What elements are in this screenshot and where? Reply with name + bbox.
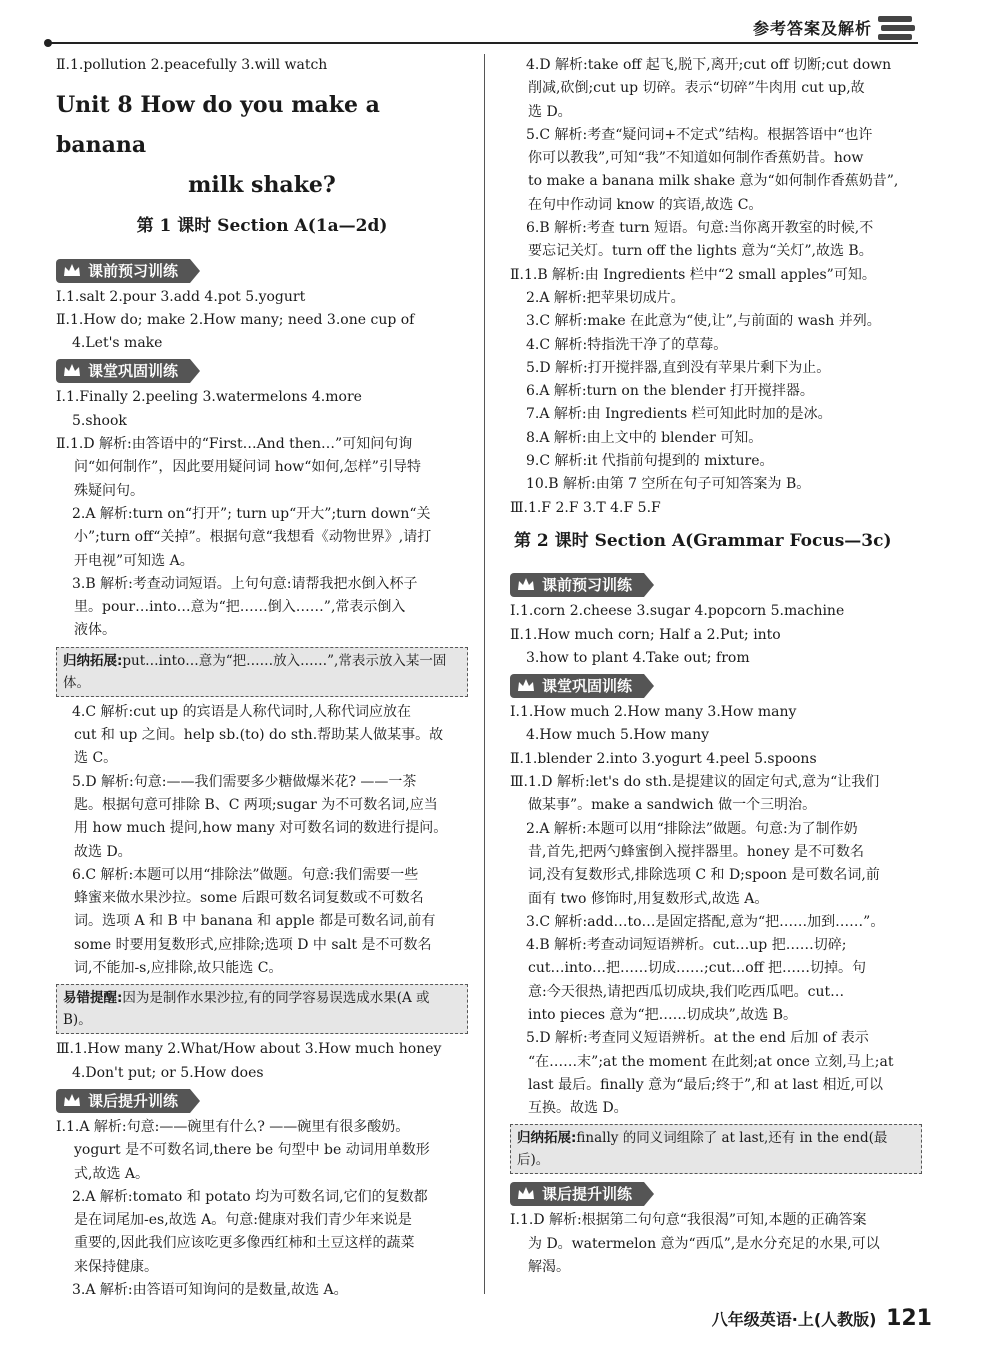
note-box: [56, 984, 468, 1034]
answer-line: 5.C 解析:考查“疑问词+不定式”结构。根据答语中“也许: [526, 126, 873, 143]
answer-line: 殊疑问句。: [74, 482, 144, 499]
answer-line: 2.A 解析:把苹果切成片。: [526, 289, 685, 306]
book-title: 八年级英语·上(人教版): [711, 1310, 877, 1329]
answer-line: 开电视”可知选 A。: [74, 552, 194, 569]
answer-line: 里。pour…into…意为“把……倒入……”,常表示倒入: [74, 599, 406, 616]
answer-line: to make a banana milk shake 意为“如何制作香蕉奶昔”,: [528, 173, 899, 190]
answer-line: 2.A 解析:tomato 和 potato 均为可数名词,它们的复数都: [72, 1188, 428, 1205]
answer-line: 3.A 解析:由答语可知询问的是数量,故选 A。: [72, 1281, 348, 1298]
section-header: [510, 1182, 644, 1206]
answer-line: 4.Don't put; or 5.How does: [72, 1064, 264, 1081]
section-header: [510, 573, 644, 597]
note-label: 归纳拓展:: [63, 652, 123, 669]
answer-line: 匙。根据句意可排除 B、C 两项;sugar 为不可数名词,应当: [74, 796, 438, 813]
answer-line: Ⅰ.1.D 解析:根据第二句句意“我很渴”可知,本题的正确答案: [510, 1212, 867, 1229]
crown-icon: [516, 677, 536, 695]
note-text: finally 的同义词组除了 at last,还有 in the end(最后)。: [517, 1130, 888, 1169]
section-header: [56, 1089, 190, 1113]
answer-line: 5.D 解析:句意:——我们需要多少糖做爆米花? ——一茶: [72, 773, 417, 790]
answer-line: Ⅱ.1.blender 2.into 3.yogurt 4.peel 5.spoons: [510, 750, 817, 767]
answer-line: 8.A 解析:由上文中的 blender 可知。: [526, 429, 763, 446]
page-footer: [712, 1306, 932, 1331]
answer-line: 在句中作动词 know 的宾语,故选 C。: [528, 196, 763, 213]
answer-line: 4.B 解析:考查动词短语辨析。cut…up 把……切碎;: [526, 937, 847, 954]
answer-line: Ⅱ.1.B 解析:由 Ingredients 栏中“2 small apples”可知。: [510, 266, 876, 283]
unit-title: [56, 85, 468, 205]
answer-line: cut 和 up 之间。help sb.(to) do sth.帮助某人做某事。故: [74, 727, 444, 744]
note-label: 易错提醒:: [63, 990, 123, 1007]
answer-line: 为 D。watermelon 意为“西瓜”,是水分充足的水果,可以: [528, 1235, 880, 1252]
answer-line: 3.C 解析:make 在此意为“使,让”,与前面的 wash 并列。: [526, 313, 881, 330]
answer-line: 做某事”。make a sandwich 做一个三明治。: [528, 797, 817, 814]
column-divider: [484, 54, 485, 1294]
answer-line: 意:今天很热,请把西瓜切成块,我们吃西瓜吧。cut…: [528, 983, 845, 1000]
answer-line: 6.B 解析:考查 turn 短语。句意:当你离开教室的时候,不: [526, 220, 874, 237]
answer-line: 词,不能加-s,应排除,故只能选 C。: [74, 960, 283, 977]
answer-line: Ⅱ.1.D 解析:由答语中的“First…And then…”可知问句询: [56, 436, 413, 453]
answer-line: 4.C 解析:特指洗干净了的草莓。: [526, 336, 728, 353]
answer-line: 3.how to plant 4.Take out; from: [526, 649, 750, 666]
answer-line: 重要的,因此我们应该吃更多像西红柿和土豆这样的蔬菜: [74, 1235, 415, 1252]
crown-icon: [516, 1185, 536, 1203]
answer-line: 4.Let's make: [72, 335, 163, 352]
crown-icon: [62, 1092, 82, 1110]
answer-line: Ⅲ.1.F 2.F 3.T 4.F 5.F: [510, 499, 661, 516]
page-number: 121: [886, 1306, 932, 1331]
answer-line: 故选 D。: [74, 843, 132, 860]
crown-icon: [62, 262, 82, 280]
answer-line: 选 C。: [74, 750, 118, 767]
answer-line: 2.A 解析:本题可以用“排除法”做题。句意:为了制作奶: [526, 820, 858, 837]
answer-line: 液体。: [74, 622, 116, 639]
header-rule: [48, 42, 918, 44]
answer-line: 7.A 解析:由 Ingredients 栏可知此时加的是冰。: [526, 406, 832, 423]
answer-line: 5.D 解析:考查同义短语辨析。at the end 后加 of 表示: [526, 1030, 869, 1047]
section-label: 课后提升训练: [542, 1185, 633, 1204]
answer-line: 你可以教我”,可知“我”不知道如何制作香蕉奶昔。how: [528, 150, 864, 167]
answer-line: Ⅱ.1.pollution 2.peacefully 3.will watch: [56, 57, 328, 73]
answer-line: 式,故选 A。: [74, 1165, 150, 1182]
answer-line: Ⅱ.1.How do; make 2.How many; need 3.one cup of: [56, 311, 415, 328]
note-label: 归纳拓展:: [517, 1130, 577, 1147]
answer-line: Ⅰ.1.corn 2.cheese 3.sugar 4.popcorn 5.machine: [510, 603, 845, 620]
answer-line: 6.C 解析:本题可以用“排除法”做题。句意:我们需要一些: [72, 866, 419, 883]
lesson-title: 第 1 课时 Section A(1a—2d): [136, 216, 388, 237]
section-header: [56, 359, 190, 383]
answer-line: Ⅱ.1.How much corn; Half a 2.Put; into: [510, 626, 781, 643]
crown-icon: [62, 362, 82, 380]
section-label: 课后提升训练: [88, 1091, 179, 1110]
note-text: put…into…意为“把……放入……”,常表示放入某一固体。: [63, 652, 447, 691]
crown-icon: [516, 576, 536, 594]
answer-line: 选 D。: [528, 103, 572, 120]
answer-line: 词。选项 A 和 B 中 banana 和 apple 都是可数名词,前有: [74, 913, 436, 930]
section-label: 课前预习训练: [542, 576, 633, 595]
answer-line: cut…into…把……切成……;cut…off 把……切掉。句: [528, 960, 867, 977]
answer-line: into pieces 意为“把……切成块”,故选 B。: [528, 1006, 797, 1023]
answer-line: last 最后。finally 意为“最后;终于”,和 at last 相近,可以: [528, 1076, 883, 1093]
answer-line: 问“如何制作”，因此要用疑问词 how“如何,怎样”引导特: [74, 459, 421, 476]
unit-title-line2: milk shake?: [188, 172, 336, 199]
answer-line: 5.shook: [72, 412, 127, 429]
answer-line: 用 how much 提问,how many 对可数名词的数进行提问。: [74, 820, 448, 837]
answer-line: 9.C 解析:it 代指前句提到的 mixture。: [526, 453, 774, 470]
page-header: [0, 0, 1000, 48]
answer-line: 互换。故选 D。: [528, 1100, 628, 1117]
answer-line: 削减,砍倒;cut up 切碎。表示“切碎”牛肉用 cut up,故: [528, 80, 865, 97]
section-label: 课前预习训练: [88, 261, 179, 280]
answer-line: 4.D 解析:take off 起飞,脱下,离开;cut off 切断;cut down: [526, 57, 892, 73]
left-column: [56, 54, 468, 1302]
section-header: [56, 259, 190, 283]
right-column: [510, 54, 922, 1279]
answer-line: 蜂蜜来做水果沙拉。some 后跟可数名词复数或不可数名: [74, 890, 424, 907]
answer-line: 小”;turn off“关掉”。根据句意“我想看《动物世界》,请打: [74, 529, 432, 546]
answer-line: 要忘记关灯。turn off the lights 意为“关灯”,故选 B。: [528, 243, 873, 260]
answer-line: 词,没有复数形式,排除选项 C 和 D;spoon 是可数名词,前: [528, 867, 880, 884]
answer-line: some 时要用复数形式,应排除;选项 D 中 salt 是不可数名: [74, 936, 432, 953]
note-box: [56, 647, 468, 697]
unit-title-line1: Unit 8 How do you make a banana: [56, 92, 380, 159]
answer-line: 解渴。: [528, 1259, 570, 1276]
answer-line: yogurt 是不可数名词,there be 句型中 be 动词用单数形: [74, 1142, 430, 1159]
lesson-title: 第 2 课时 Section A(Grammar Focus—3c): [514, 530, 892, 551]
answer-line: 4.How much 5.How many: [526, 727, 710, 744]
answer-line: Ⅰ.1.A 解析:句意:——碗里有什么? ——碗里有很多酸奶。: [56, 1118, 410, 1135]
books-icon: [878, 12, 916, 44]
section-label: 课堂巩固训练: [542, 677, 633, 696]
answer-line: Ⅲ.1.How many 2.What/How about 3.How much honey: [56, 1041, 442, 1058]
answer-line: 昔,首先,把两勺蜂蜜倒入搅拌器里。honey 是不可数名: [528, 843, 865, 860]
answer-line: 10.B 解析:由第 7 空所在句子可知答案为 B。: [526, 476, 811, 493]
answer-line: Ⅰ.1.Finally 2.peeling 3.watermelons 4.more: [56, 389, 362, 406]
note-text: 因为是制作水果沙拉,有的同学容易误选成水果(A 或 B)。: [63, 990, 430, 1029]
section-header: [510, 674, 644, 698]
section-label: 课堂巩固训练: [88, 362, 179, 381]
header-title: 参考答案及解析: [752, 19, 872, 38]
answer-line: 3.C 解析:add…to…是固定搭配,意为“把……加到……”。: [526, 913, 885, 930]
answer-line: Ⅲ.1.D 解析:let's do sth.是提建议的固定句式,意为“让我们: [510, 774, 880, 791]
answer-line: 是在词尾加-es,故选 A。句意:健康对我们青少年来说是: [74, 1212, 412, 1229]
note-box: [510, 1124, 922, 1174]
answer-line: 5.D 解析:打开搅拌器,直到没有苹果片剩下为止。: [526, 359, 831, 376]
answer-line: 3.B 解析:考查动词短语。上句句意:请帮我把水倒入杯子: [72, 575, 418, 592]
answer-line: “在……末”;at the moment 在此刻;at once 立刻,马上;at: [528, 1053, 894, 1070]
answer-line: 2.A 解析:turn on“打开”; turn up“开大”;turn down“关: [72, 505, 431, 522]
answer-line: Ⅰ.1.How much 2.How many 3.How many: [510, 704, 797, 721]
answer-line: 4.C 解析:cut up 的宾语是人称代词时,人称代词应放在: [72, 703, 412, 720]
answer-line: 来保持健康。: [74, 1258, 158, 1275]
answer-line: 6.A 解析:turn on the blender 打开搅拌器。: [526, 383, 814, 400]
answer-line: Ⅰ.1.salt 2.pour 3.add 4.pot 5.yogurt: [56, 288, 306, 305]
answer-line: 面有 two 修饰时,用复数形式,故选 A。: [528, 890, 769, 907]
